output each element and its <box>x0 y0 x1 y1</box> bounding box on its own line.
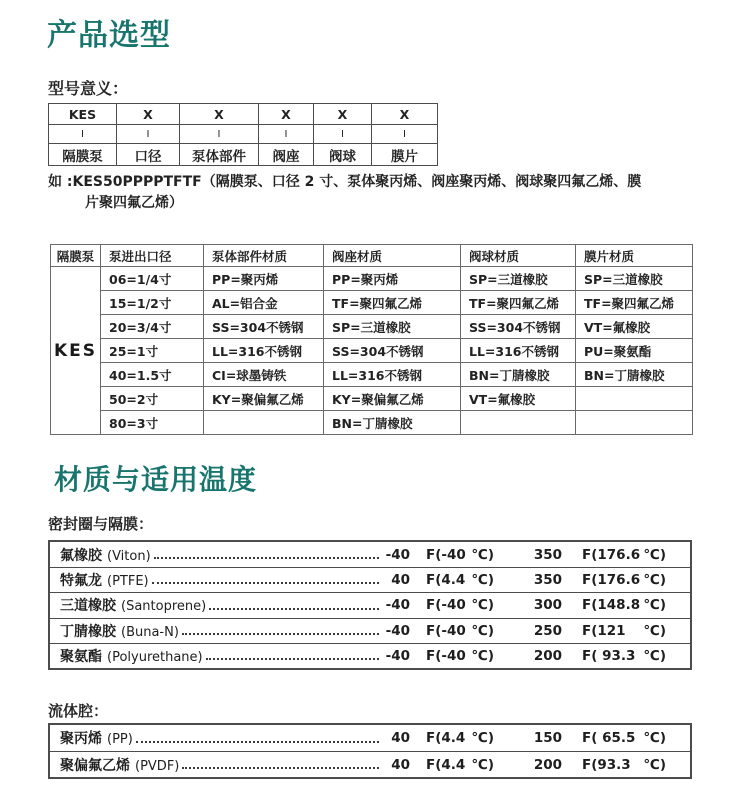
max-temp-c <box>582 547 666 563</box>
min-temp-f: 40 <box>391 572 410 589</box>
min-temp-c-unit: ℃) <box>471 546 494 563</box>
table-cell: 20=3/4寸 <box>101 315 204 339</box>
model-code-table <box>48 103 438 166</box>
max-temp-c-open: F( 93.3 <box>582 647 636 664</box>
material-name <box>60 545 151 565</box>
table-cell: LL=316不锈钢 <box>461 339 576 363</box>
table-cell: SP=三道橡胶 <box>324 315 461 339</box>
min-temp-c-unit: ℃) <box>471 597 494 614</box>
selection-table <box>50 244 693 435</box>
material-name-cn: 聚氨酯 <box>60 648 102 665</box>
material-name-en: (Viton) <box>107 548 151 564</box>
temp-row <box>50 751 690 777</box>
model-meaning-cell: 隔膜泵 <box>49 144 117 166</box>
material-name <box>60 595 206 615</box>
model-example <box>48 172 728 214</box>
material-name-en: (Buna-N) <box>121 624 179 640</box>
temp-row <box>50 618 690 643</box>
model-meaning-cell: 阀座 <box>259 144 314 166</box>
max-temp-c-open: F(176.6 <box>582 572 641 589</box>
material-name-en: (PP) <box>107 732 133 747</box>
table-cell: SS=304不锈钢 <box>204 315 324 339</box>
table-cell: TF=聚四氟乙烯 <box>576 291 693 315</box>
max-temp-c <box>582 597 666 613</box>
temp-row <box>50 643 690 668</box>
min-temp-c-unit: ℃) <box>471 622 494 639</box>
max-temp-c-open: F(93.3 <box>582 756 631 773</box>
selection-table-body <box>51 267 693 435</box>
table-row <box>51 387 693 411</box>
max-temp-f: 200 <box>533 647 562 664</box>
max-temp-c-unit: ℃) <box>643 730 666 746</box>
dot-leader <box>154 557 379 559</box>
dot-leader <box>209 608 379 610</box>
material-name-en: (Polyurethane) <box>107 649 203 665</box>
table-cell: BN=丁腈橡胶 <box>324 411 461 435</box>
table-row <box>51 411 693 435</box>
table-cell: VT=氟橡胶 <box>576 315 693 339</box>
material-name-cn: 三道橡胶 <box>60 598 116 615</box>
table-cell: VT=氟橡胶 <box>461 387 576 411</box>
temp-row <box>50 567 690 592</box>
model-code-cell: X <box>372 104 438 125</box>
table-cell: PP=聚丙烯 <box>324 267 461 291</box>
max-temp-f: 200 <box>533 756 562 773</box>
temp-row <box>50 542 690 567</box>
max-temp-c-open: F(121 <box>582 622 626 639</box>
model-code-cell: X <box>259 104 314 125</box>
min-temp-c-open: F(4.4 <box>426 730 466 746</box>
max-temp-c-unit: ℃) <box>643 622 666 639</box>
max-temp-c <box>582 572 666 588</box>
table-cell: LL=316不锈钢 <box>204 339 324 363</box>
table-cell: 06=1/4寸 <box>101 267 204 291</box>
min-temp-c-unit: ℃) <box>471 572 494 589</box>
table-row <box>51 267 693 291</box>
table-cell <box>576 411 693 435</box>
material-name-cn: 特氟龙 <box>60 573 102 590</box>
min-temp-c <box>426 730 494 746</box>
dot-leader <box>152 582 379 584</box>
min-temp-c-unit: ℃) <box>471 730 494 746</box>
min-temp-f: -40 <box>385 546 410 563</box>
max-temp-c-unit: ℃) <box>643 572 666 589</box>
min-temp-c <box>426 648 494 664</box>
page-title: 产品选型 <box>47 18 171 53</box>
material-name-en: (PTFE) <box>107 574 149 590</box>
model-meaning-cell: 膜片 <box>372 144 438 166</box>
table-cell: PU=聚氨酯 <box>576 339 693 363</box>
min-temp-c <box>426 547 494 563</box>
material-name-cn: 丁腈橡胶 <box>60 623 116 640</box>
model-connector-cell: I <box>372 125 438 144</box>
min-temp-f: 40 <box>391 730 410 746</box>
material-name <box>60 755 179 775</box>
model-connector-cell: I <box>180 125 259 144</box>
table-cell: CI=球墨铸铁 <box>204 363 324 387</box>
max-temp-f: 300 <box>533 597 562 614</box>
model-connector-cell: I <box>117 125 180 144</box>
min-temp-c-open: F(-40 <box>426 622 466 639</box>
min-temp-c-open: F(-40 <box>426 647 466 664</box>
table-cell <box>461 411 576 435</box>
max-temp-c <box>582 648 666 664</box>
selection-header-cell: 隔膜泵 <box>51 245 101 267</box>
table-row <box>51 291 693 315</box>
dot-leader <box>206 658 379 660</box>
material-name <box>60 621 179 641</box>
max-temp-c-unit: ℃) <box>643 647 666 664</box>
temp-row <box>50 725 690 751</box>
table-cell: TF=聚四氟乙烯 <box>461 291 576 315</box>
max-temp-f: 150 <box>533 730 562 746</box>
model-code-cell: X <box>117 104 180 125</box>
fluid-chamber-label: 流体腔： <box>48 702 109 720</box>
table-cell: BN=丁腈橡胶 <box>461 363 576 387</box>
model-example-line1: 如 :KES50PPPPTFTF（隔膜泵、口径 2 寸、泵体聚丙烯、阀座聚丙烯、阀球聚四氟乙烯、膜 <box>48 174 642 190</box>
table-cell: SP=三道橡胶 <box>576 267 693 291</box>
min-temp-f: 40 <box>391 756 410 773</box>
table-cell: 80=3寸 <box>101 411 204 435</box>
selection-table-head <box>51 245 693 267</box>
min-temp-c-open: F(-40 <box>426 597 466 614</box>
table-cell: SS=304不锈钢 <box>324 339 461 363</box>
min-temp-c-unit: ℃) <box>471 756 494 773</box>
min-temp-c-unit: ℃) <box>471 647 494 664</box>
max-temp-c-unit: ℃) <box>643 546 666 563</box>
min-temp-c-open: F(4.4 <box>426 572 466 589</box>
model-meaning-cell: 泵体部件 <box>180 144 259 166</box>
min-temp-c-open: F(-40 <box>426 546 466 563</box>
max-temp-c-unit: ℃) <box>643 756 666 773</box>
model-connector-cell: I <box>49 125 117 144</box>
table-row <box>51 315 693 339</box>
table-cell: BN=丁腈橡胶 <box>576 363 693 387</box>
material-name <box>60 728 133 748</box>
max-temp-f: 350 <box>533 572 562 589</box>
material-name-en: (Santoprene) <box>121 599 207 615</box>
table-cell: SS=304不锈钢 <box>461 315 576 339</box>
model-table-row <box>49 104 438 125</box>
table-row <box>51 339 693 363</box>
table-cell: 40=1.5寸 <box>101 363 204 387</box>
model-meaning-cell: 口径 <box>117 144 180 166</box>
max-temp-c-open: F( 65.5 <box>582 730 636 746</box>
temp-row <box>50 592 690 617</box>
series-cell: KES <box>51 267 101 435</box>
min-temp-c <box>426 623 494 639</box>
selection-header-cell: 阀座材质 <box>324 245 461 267</box>
model-connector-cell: I <box>314 125 372 144</box>
max-temp-c <box>582 757 666 773</box>
min-temp-c-open: F(4.4 <box>426 756 466 773</box>
table-cell <box>204 411 324 435</box>
table-cell: 15=1/2寸 <box>101 291 204 315</box>
fluid-temp-table <box>48 723 692 779</box>
max-temp-c <box>582 730 666 746</box>
selection-header-cell: 泵体部件材质 <box>204 245 324 267</box>
model-code-cell: KES <box>49 104 117 125</box>
min-temp-f: -40 <box>385 622 410 639</box>
min-temp-c <box>426 597 494 613</box>
dot-leader <box>182 767 379 769</box>
seal-diaphragm-label: 密封圈与隔膜： <box>48 515 154 533</box>
material-name-cn: 聚丙烯 <box>60 731 102 747</box>
table-cell <box>576 387 693 411</box>
min-temp-f: -40 <box>385 647 410 664</box>
model-code-cell: X <box>180 104 259 125</box>
table-row <box>51 363 693 387</box>
min-temp-c <box>426 572 494 588</box>
table-cell: 25=1寸 <box>101 339 204 363</box>
max-temp-c-open: F(176.6 <box>582 546 641 563</box>
table-cell: LL=316不锈钢 <box>324 363 461 387</box>
max-temp-f: 350 <box>533 546 562 563</box>
model-connector-cell: I <box>259 125 314 144</box>
model-meaning-cell: 阀球 <box>314 144 372 166</box>
seal-temp-table <box>48 540 692 670</box>
table-cell: PP=聚丙烯 <box>204 267 324 291</box>
material-name-en: (PVDF) <box>135 758 180 774</box>
min-temp-f: -40 <box>385 597 410 614</box>
max-temp-f: 250 <box>533 622 562 639</box>
material-name <box>60 570 149 590</box>
dot-leader <box>182 633 379 635</box>
max-temp-c-unit: ℃) <box>643 597 666 614</box>
model-code-cell: X <box>314 104 372 125</box>
model-table-row <box>49 144 438 166</box>
model-meaning-label: 型号意义： <box>48 79 129 98</box>
table-cell: AL=铝合金 <box>204 291 324 315</box>
selection-header-cell: 泵进出口径 <box>101 245 204 267</box>
table-cell: 50=2寸 <box>101 387 204 411</box>
model-table-row <box>49 125 438 144</box>
table-cell: KY=聚偏氟乙烯 <box>324 387 461 411</box>
max-temp-c <box>582 623 666 639</box>
material-name <box>60 646 203 666</box>
max-temp-c-open: F(148.8 <box>582 597 641 614</box>
min-temp-c <box>426 757 494 773</box>
model-code-table-body <box>49 104 438 166</box>
selection-header-cell: 阀球材质 <box>461 245 576 267</box>
selection-header-cell: 膜片材质 <box>576 245 693 267</box>
table-cell: SP=三道橡胶 <box>461 267 576 291</box>
table-cell: KY=聚偏氟乙烯 <box>204 387 324 411</box>
material-name-cn: 氟橡胶 <box>60 547 102 564</box>
temperature-section-title: 材质与适用温度 <box>54 463 258 496</box>
material-name-cn: 聚偏氟乙烯 <box>60 757 130 774</box>
table-cell: TF=聚四氟乙烯 <box>324 291 461 315</box>
selection-header-row <box>51 245 693 267</box>
dot-leader <box>136 741 379 743</box>
model-example-line2: 片聚四氟乙烯） <box>85 195 183 211</box>
